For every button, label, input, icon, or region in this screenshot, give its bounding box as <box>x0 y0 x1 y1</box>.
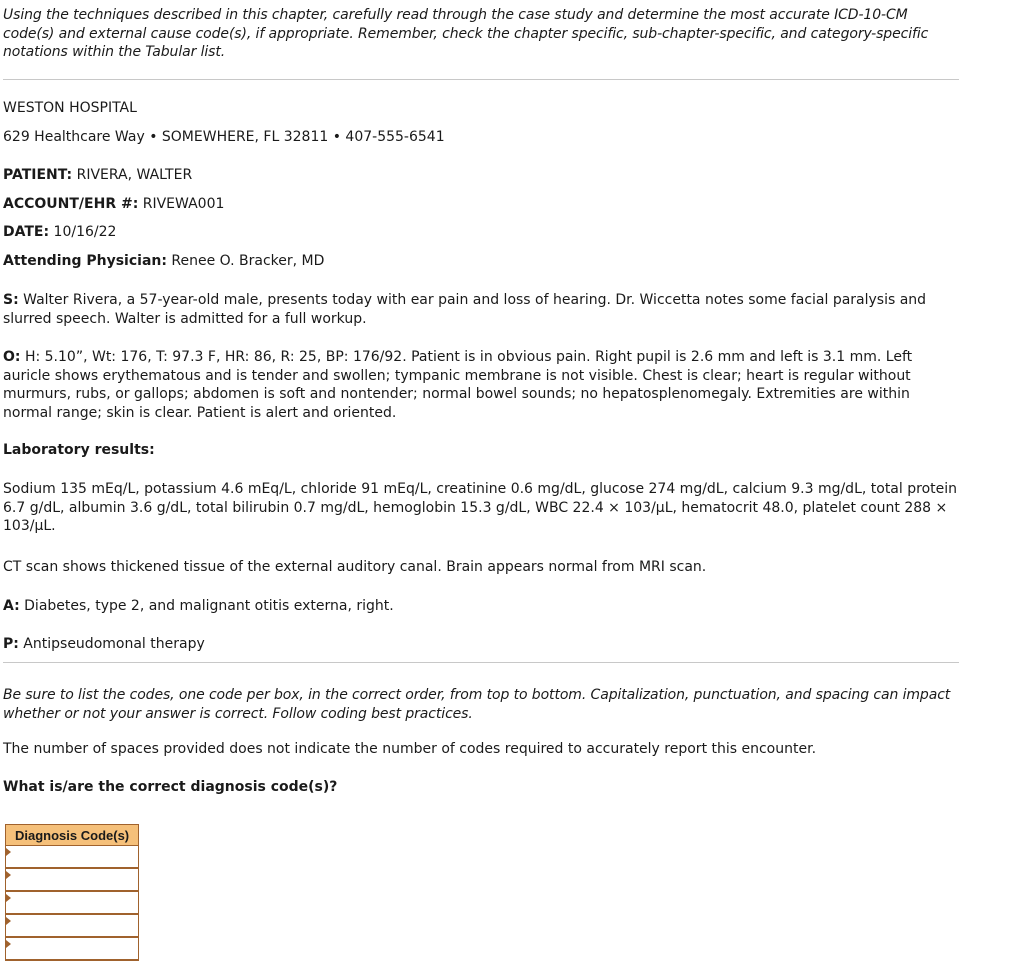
row-marker-icon <box>6 871 11 879</box>
assessment-line <box>3 597 394 616</box>
hospital-address: 629 Healthcare Way • SOMEWHERE, FL 32811 • 407-555-6541 <box>3 129 445 145</box>
diagnosis-code-row <box>5 938 139 961</box>
assessment-text: Diabetes, type 2, and malignant otitis externa, right. <box>19 598 394 614</box>
diagnosis-code-input-4[interactable] <box>14 916 138 936</box>
diagnosis-code-input-1[interactable] <box>14 847 138 867</box>
order-note: Be sure to list the codes, one code per box, in the correct order, from top to bottom. Capitalization, punctuation, and spacing can impact whether or not your answer is correct. Follow coding best practices. <box>3 687 951 722</box>
diagnosis-code-input-2[interactable] <box>14 870 138 890</box>
row-marker-icon <box>6 894 11 902</box>
patient-value: RIVERA, WALTER <box>72 167 193 183</box>
diagnosis-code-row <box>5 869 139 892</box>
date-line <box>3 223 116 242</box>
patient-line <box>3 166 192 185</box>
diagnosis-code-table <box>5 824 139 961</box>
patient-label: PATIENT: <box>3 167 73 183</box>
account-value: RIVEWA001 <box>138 196 225 212</box>
diagnosis-code-row <box>5 892 139 915</box>
top-divider <box>3 79 959 80</box>
diagnosis-code-row <box>5 915 139 938</box>
spaces-note: The number of spaces provided does not indicate the number of codes required to accurately report this encounter. <box>3 741 817 757</box>
objective-paragraph <box>3 348 953 422</box>
account-line <box>3 195 224 214</box>
hospital-name: WESTON HOSPITAL <box>3 100 137 116</box>
date-value: 10/16/22 <box>49 224 117 240</box>
plan-text: Antipseudomonal therapy <box>18 636 205 652</box>
plan-line <box>3 635 205 654</box>
diagnosis-code-input-3[interactable] <box>14 893 138 913</box>
diagnosis-code-header: Diagnosis Code(s) <box>5 824 139 846</box>
assessment-label: A: <box>3 598 20 614</box>
lab-heading: Laboratory results: <box>3 442 155 458</box>
objective-text: H: 5.10”, Wt: 176, T: 97.3 F, HR: 86, R: 25, BP: 176/92. Patient is in obvious pain. Right pupil is 2.6 mm and left is 3.1 mm. Left auricle shows erythematous and is tender and swollen; tympanic membrane is not visible. Chest is clear; heart is regular without murmurs, rubs, or gallops; abdomen is soft and nontender; normal bowel sounds; no hepatosplenomegaly. Extremities are within normal range; skin is clear. Patient is alert and oriented. <box>3 349 913 421</box>
row-marker-icon <box>6 917 11 925</box>
account-label: ACCOUNT/EHR #: <box>3 196 139 212</box>
physician-line <box>3 252 324 271</box>
diagnosis-code-input-5[interactable] <box>14 939 138 959</box>
subjective-text: Walter Rivera, a 57-year-old male, presents today with ear pain and loss of hearing. Dr. Wiccetta notes some facial paralysis and slurred speech. Walter is admitted for a full workup. <box>3 292 927 327</box>
instructions-text: Using the techniques described in this chapter, carefully read through the case study and determine the most accurate ICD-10-CM code(s) and external cause code(s), if appropriate. Remember, check the chapter specific, sub-chapter-specific, and category-specific notations within the Tabular list. <box>3 7 929 60</box>
subjective-paragraph <box>3 291 943 328</box>
bottom-divider <box>3 662 959 663</box>
subjective-label: S: <box>3 292 19 308</box>
question-text: What is/are the correct diagnosis code(s)? <box>3 779 338 795</box>
diagnosis-code-row <box>5 846 139 869</box>
ct-text: CT scan shows thickened tissue of the external auditory canal. Brain appears normal from MRI scan. <box>3 559 707 575</box>
row-marker-icon <box>6 848 11 856</box>
plan-label: P: <box>3 636 19 652</box>
row-marker-icon <box>6 940 11 948</box>
date-label: DATE: <box>3 224 50 240</box>
objective-label: O: <box>3 349 21 365</box>
physician-value: Renee O. Bracker, MD <box>166 253 325 269</box>
lab-results-text: Sodium 135 mEq/L, potassium 4.6 mEq/L, chloride 91 mEq/L, creatinine 0.6 mg/dL, glucose 274 mg/dL, calcium 9.3 mg/dL, total protein 6.7 g/dL, albumin 3.6 g/dL, total bilirubin 0.7 mg/dL, hemoglobin 15.3 g/dL, WBC 22.4 × 103/μL, hematocrit 48.0, platelet count 288 × 103/μL. <box>3 481 957 534</box>
physician-label: Attending Physician: <box>3 253 167 269</box>
